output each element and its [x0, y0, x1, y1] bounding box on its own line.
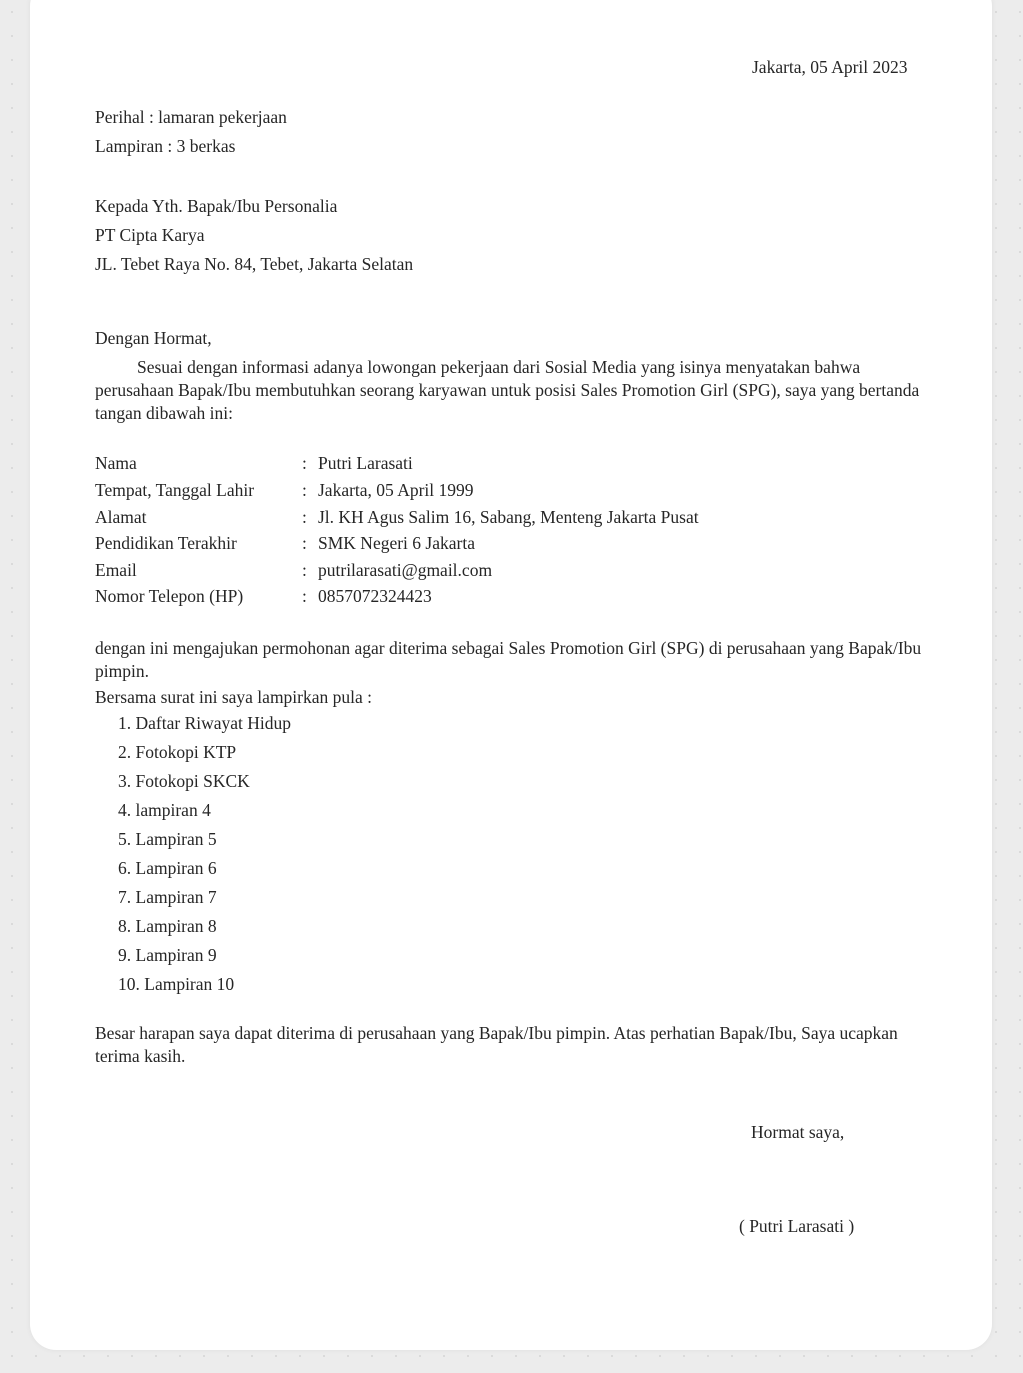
identity-separator: : — [302, 560, 307, 580]
identity-label: Pendidikan Terakhir — [95, 533, 237, 553]
identity-value: Putri Larasati — [318, 453, 413, 473]
regards: Hormat saya, — [751, 1122, 845, 1142]
list-item: 4. lampiran 4 — [118, 800, 211, 820]
identity-separator: : — [302, 453, 307, 473]
intro-paragraph: Sesuai dengan informasi adanya lowongan pekerjaan dari Sosial Media yang isinya menyatakan bahwa perusahaan Bapak/Ibu membutuhkan seorang karyawan untuk posisi Sales Promotion Girl (SPG), saya yang bertanda tangan dibawah ini: — [95, 357, 920, 423]
list-item: 10. Lampiran 10 — [118, 974, 235, 994]
list-item: 1. Daftar Riwayat Hidup — [118, 713, 292, 733]
list-item: 9. Lampiran 9 — [118, 945, 217, 965]
greeting: Dengan Hormat, — [95, 328, 212, 348]
identity-label: Nama — [95, 453, 137, 473]
identity-label: Nomor Telepon (HP) — [95, 586, 244, 606]
identity-label: Tempat, Tanggal Lahir — [95, 480, 255, 500]
identity-value: 0857072324423 — [318, 586, 432, 606]
recipient-line: Kepada Yth. Bapak/Ibu Personalia — [95, 196, 338, 216]
signature-name: ( Putri Larasati ) — [739, 1216, 855, 1236]
list-item: 6. Lampiran 6 — [118, 858, 217, 878]
recipient-company: PT Cipta Karya — [95, 225, 205, 245]
application-paragraph: dengan ini mengajukan permohonan agar diterima sebagai Sales Promotion Girl (SPG) di perusahaan yang Bapak/Ibu pimpin. — [95, 638, 922, 681]
letter-subject: Perihal : lamaran pekerjaan — [95, 107, 287, 127]
identity-separator: : — [302, 533, 307, 553]
identity-value: Jl. KH Agus Salim 16, Sabang, Menteng Jakarta Pusat — [318, 507, 699, 527]
identity-separator: : — [302, 586, 307, 606]
letter-date: Jakarta, 05 April 2023 — [752, 57, 908, 77]
identity-separator: : — [302, 480, 307, 500]
identity-separator: : — [302, 507, 307, 527]
closing-paragraph: Besar harapan saya dapat diterima di perusahaan yang Bapak/Ibu pimpin. Atas perhatian Bapak/Ibu, Saya ucapkan terima kasih. — [95, 1023, 898, 1066]
list-item: 5. Lampiran 5 — [118, 829, 217, 849]
list-item: 8. Lampiran 8 — [118, 916, 217, 936]
identity-value: putrilarasati@gmail.com — [318, 560, 493, 580]
list-item: 7. Lampiran 7 — [118, 887, 217, 907]
list-item: 3. Fotokopi SKCK — [118, 771, 250, 791]
identity-value: Jakarta, 05 April 1999 — [318, 480, 474, 500]
identity-label: Alamat — [95, 507, 147, 527]
identity-label: Email — [95, 560, 137, 580]
attachments-intro: Bersama surat ini saya lampirkan pula : — [95, 687, 373, 707]
list-item: 2. Fotokopi KTP — [118, 742, 237, 762]
identity-value: SMK Negeri 6 Jakarta — [318, 533, 475, 553]
letter-attachment-count: Lampiran : 3 berkas — [95, 136, 236, 156]
recipient-address: JL. Tebet Raya No. 84, Tebet, Jakarta Selatan — [95, 254, 414, 274]
